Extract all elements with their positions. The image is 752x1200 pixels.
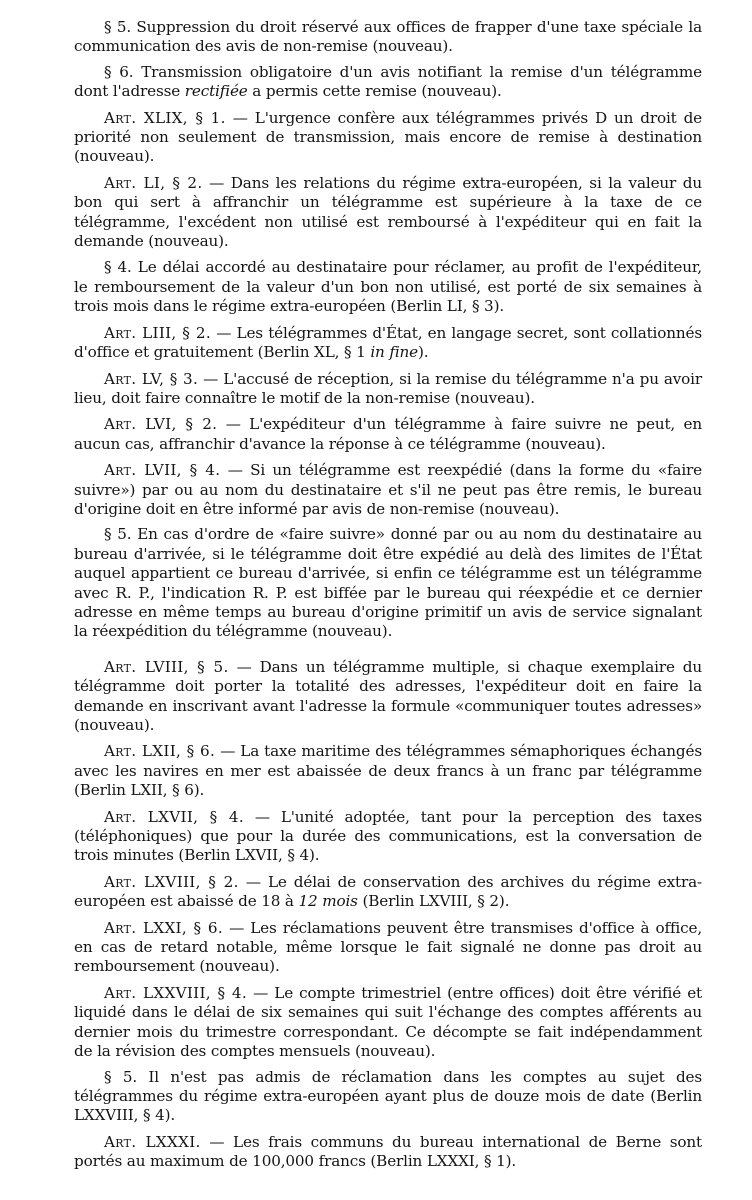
article-reference: Art. LVI, § 2. — [104, 415, 218, 434]
paragraph-art-lxviii: Art. LXVIII, § 2. — Le délai de conservation des archives du régime extra-européen est abaissé de 18 à 12 mois (Berlin LXVIII, § 2). — [74, 872, 702, 911]
paragraph-art-lvii: Art. LVII, § 4. — Si un télégramme est reexpédié (dans la forme du «faire suivre») par ou au nom du destinataire et s'il ne peut pas être remis, le bureau d'origine doit en être informé par avis de non-remise (nouveau). — [74, 461, 702, 518]
article-reference: Art. LXII, § 6. — [104, 742, 216, 761]
article-reference: Art. LXXI, § 6. — [104, 918, 224, 937]
paragraph-art-lvi: Art. LVI, § 2. — L'expéditeur d'un télégramme à faire suivre ne peut, en aucun cas, affranchir d'avance la réponse à ce télégramme (nouveau). — [74, 415, 702, 453]
article-reference: Art. LXXVIII, § 4. — [104, 983, 247, 1002]
article-reference: Art. LXXXI. — [104, 1132, 201, 1151]
paragraph-art-xlix: Art. XLIX, § 1. — L'urgence confère aux télégrammes privés D un droit de priorité non seulement de transmission, mais encore de remise à destination (nouveau). — [74, 108, 703, 166]
article-reference: Art. LIII, § 2. — [104, 323, 211, 342]
paragraph-art-li-4: § 4. Le délai accordé au destinataire pour réclamer, au profit de l'expéditeur, le remboursement de la valeur d'un bon non utilisé, est porté de six semaines à trois mois dans le régime extra-européen (Berlin LI, § 3). — [74, 258, 702, 316]
paragraph-art-lxxviii: Art. LXXVIII, § 4. — Le compte trimestriel (entre offices) doit être vérifié et liquidé dans le délai de six semaines qui suit l'échange des comptes afférents au dernier mois du trimestre correspondant. Ce décompte se fait indépendamment de la révision des comptes mensuels (nouveau). — [74, 983, 702, 1061]
paragraph-art-lxxviii-5: § 5. Il n'est pas admis de réclamation dans les comptes au sujet des télégrammes du régime extra-européen ayant plus de douze mois de date (Berlin LXXVIII, § 4). — [74, 1067, 702, 1125]
paragraph-art-liii: Art. LIII, § 2. — Les télégrammes d'État, en langage secret, sont collationnés d'office et gratuitement (Berlin XL, § 1 in fine). — [74, 323, 702, 362]
paragraph-art-lvii-5: § 5. En cas d'ordre de «faire suivre» donné par ou au nom du destinataire au bureau d'arrivée, si le télégramme doit être expédié au delà des limites de l'État auquel appartient ce bureau d'arrivée, si enfin ce télégramme est un télégramme avec R. P., l'indication R. P. est biffée par le bureau qui réexpédie et ce dernier adresse en même temps au bureau d'origine primitif un avis de service signalant la réexpédition du télégramme (nouveau). — [74, 525, 702, 641]
paragraph-art-lviii: Art. LVIII, § 5. — Dans un télégramme multiple, si chaque exemplaire du télégramme doit porter la totalité des adresses, l'expéditeur doit en faire la demande en inscrivant avant l'adresse la formule «communiquer toutes adresses» (nouveau). — [74, 657, 702, 734]
paragraph-art-lxxi: Art. LXXI, § 6. — Les réclamations peuvent être transmises d'office à office, en cas de retard notable, même lorsque le fait signalé ne donne pas droit au remboursement (nouveau). — [74, 918, 702, 976]
paragraph-art-lxxxi: Art. LXXXI. — Les frais communs du bureau international de Berne sont portés au maximum de 100,000 francs (Berlin LXXXI, § 1). — [74, 1132, 702, 1171]
article-reference: Art. LV, § 3. — [104, 369, 199, 388]
article-reference: Art. LXVIII, § 2. — [104, 872, 239, 891]
article-reference: Art. LVII, § 4. — [104, 461, 221, 480]
paragraph-art-li: Art. LI, § 2. — Dans les relations du régime extra-européen, si la valeur du bon qui sert à affranchir un télégramme est supérieure à la taxe de ce télégramme, l'excédent non utilisé est remboursé à l'expéditeur qui en fait la demande (nouveau). — [74, 173, 702, 251]
paragraph-transmission-avis: § 6. Transmission obligatoire d'un avis notifiant la remise d'un télégramme dont l'adresse rectifiée a permis cette remise (nouveau). — [74, 62, 702, 101]
paragraph-suppression-taxe: § 5. Suppression du droit réservé aux offices de frapper d'une taxe spéciale la communication des avis de non-remise (nouveau). — [74, 18, 702, 56]
article-reference: Art. LVIII, § 5. — [104, 657, 229, 676]
paragraph-art-lxvii: Art. LXVII, § 4. — L'unité adoptée, tant pour la perception des taxes (téléphoniques) que pour la durée des communications, est la conversation de trois minutes (Berlin LXVII, § 4). — [74, 807, 703, 865]
article-reference: Art. XLIX, § 1. — [104, 108, 226, 127]
paragraph-art-lv: Art. LV, § 3. — L'accusé de réception, si la remise du télégramme n'a pu avoir lieu, doit faire connaître le motif de la non-remise (nouveau). — [74, 369, 702, 407]
paragraph-art-lxii: Art. LXII, § 6. — La taxe maritime des télégrammes sémaphoriques échangés avec les navires en mer est abaissée de deux francs à un franc par télégramme (Berlin LXII, § 6). — [74, 742, 702, 800]
article-reference: Art. LXVII, § 4. — [104, 807, 244, 826]
article-reference: Art. LI, § 2. — [104, 173, 203, 192]
